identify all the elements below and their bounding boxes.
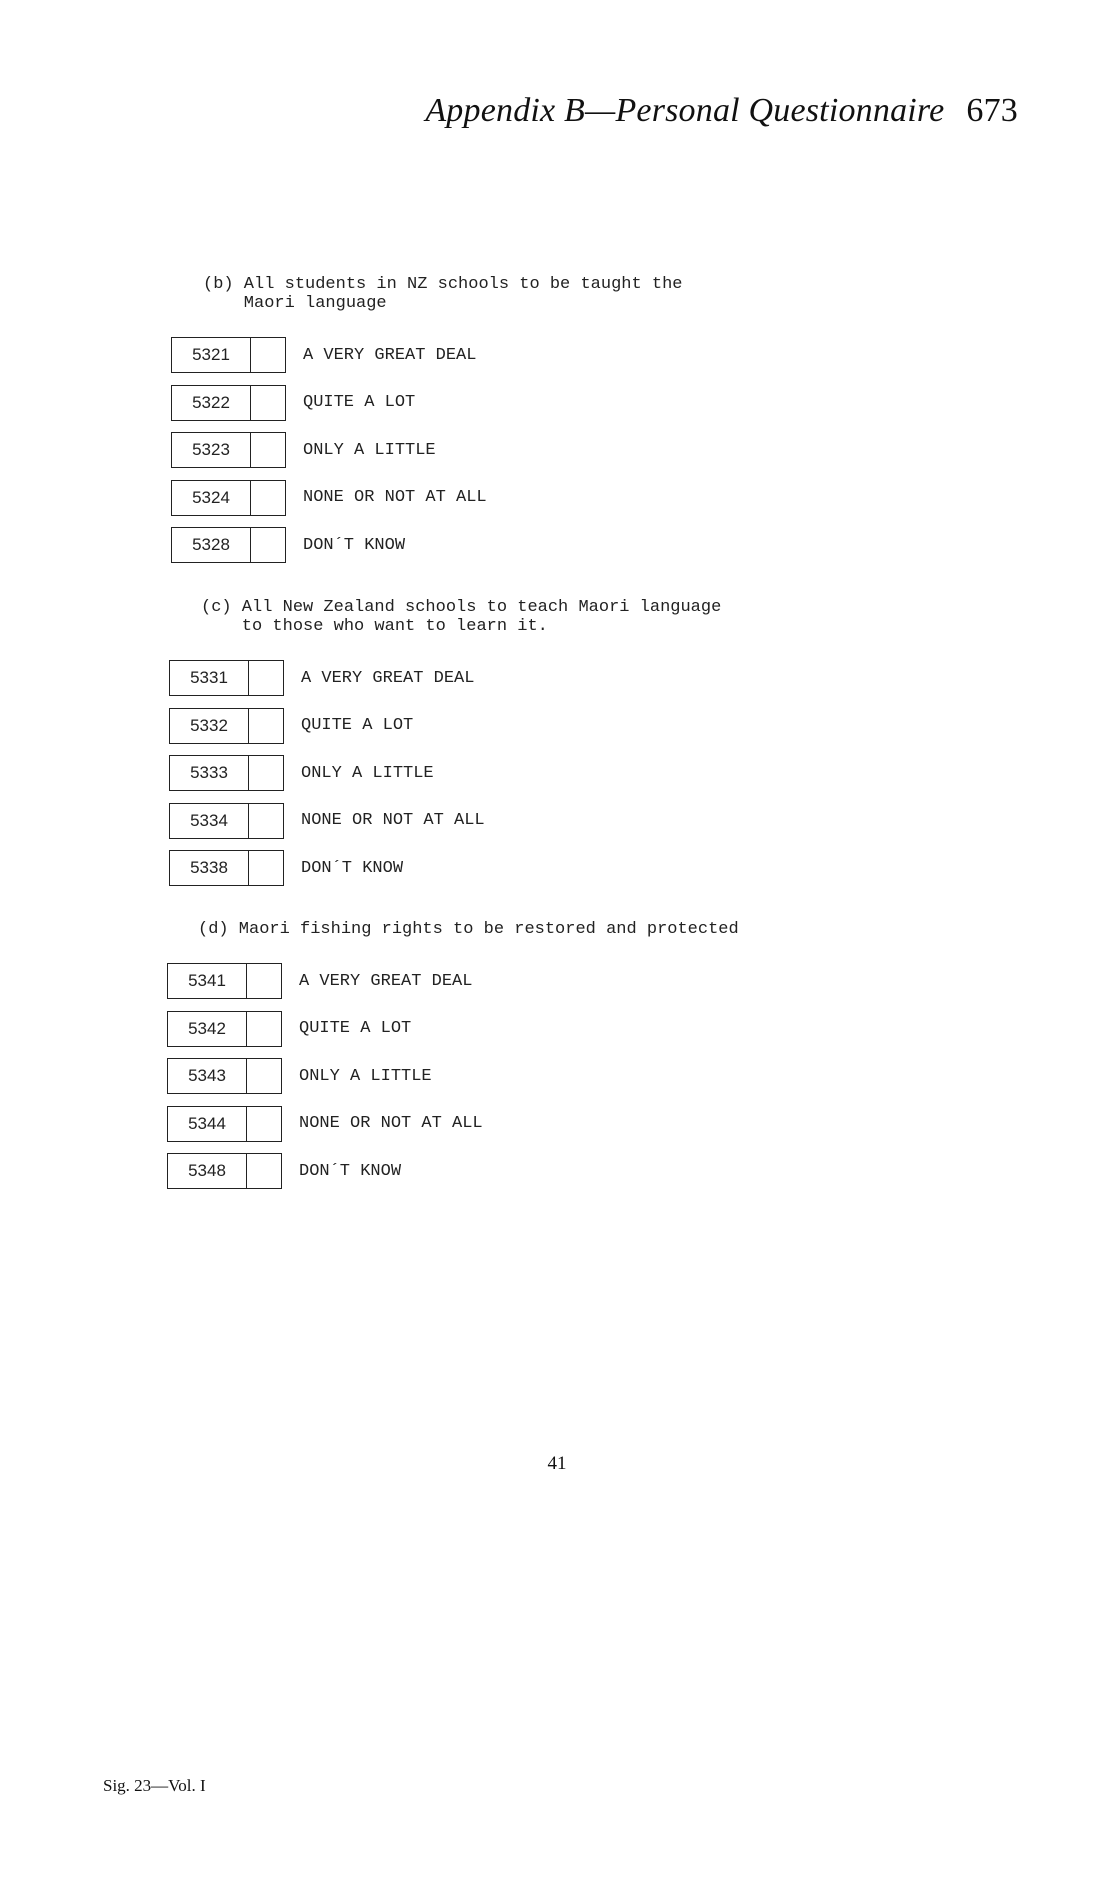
- option-row: [169, 755, 721, 791]
- answer-checkbox[interactable]: [249, 708, 284, 744]
- option-label: A VERY GREAT DEAL: [303, 345, 477, 365]
- answer-checkbox[interactable]: [247, 1153, 282, 1189]
- option-code: 5322: [171, 385, 251, 421]
- answer-checkbox[interactable]: [251, 480, 286, 516]
- question-d: [0, 920, 739, 1201]
- answer-checkbox[interactable]: [247, 1011, 282, 1047]
- option-row: [167, 1153, 739, 1189]
- folio-number: 41: [547, 1453, 567, 1474]
- option-code: 5342: [167, 1011, 247, 1047]
- option-label: QUITE A LOT: [303, 393, 416, 412]
- option-row: [169, 850, 721, 886]
- signature-mark: Sig. 23—Vol. I: [103, 1776, 206, 1795]
- option-label: ONLY A LITTLE: [303, 440, 436, 460]
- option-label: A VERY GREAT DEAL: [301, 668, 475, 688]
- option-label: DON´T KNOW: [301, 858, 404, 878]
- option-row: [171, 337, 682, 373]
- option-label: NONE OR NOT AT ALL: [303, 488, 487, 507]
- option-code: 5324: [171, 480, 251, 516]
- answer-checkbox[interactable]: [251, 432, 286, 468]
- answer-checkbox[interactable]: [249, 660, 284, 696]
- question-c: [0, 598, 721, 898]
- option-code: 5334: [169, 803, 249, 839]
- answer-checkbox[interactable]: [251, 527, 286, 563]
- option-code: 5348: [167, 1153, 247, 1189]
- option-row: [171, 527, 682, 563]
- option-code: 5331: [169, 660, 249, 696]
- option-code: 5333: [169, 755, 249, 791]
- option-label: DON´T KNOW: [303, 535, 406, 555]
- option-code: 5338: [169, 850, 249, 886]
- question-text: (c) All New Zealand schools to teach Maori language to those who want to learn it.: [201, 598, 722, 636]
- option-row: [167, 1011, 739, 1047]
- option-row: [171, 432, 682, 468]
- answer-checkbox[interactable]: [249, 755, 284, 791]
- option-label: QUITE A LOT: [301, 716, 414, 735]
- option-row: [167, 963, 739, 999]
- option-code: 5341: [167, 963, 247, 999]
- option-code: 5332: [169, 708, 249, 744]
- option-row: [169, 708, 721, 744]
- option-code: 5328: [171, 527, 251, 563]
- answer-checkbox[interactable]: [247, 1058, 282, 1094]
- header-page-number: 673: [966, 92, 1018, 129]
- answer-options: [171, 337, 682, 563]
- option-code: 5343: [167, 1058, 247, 1094]
- answer-checkbox[interactable]: [251, 337, 286, 373]
- option-code: 5321: [171, 337, 251, 373]
- question-text: (b) All students in NZ schools to be taught the Maori language: [203, 275, 683, 313]
- option-label: QUITE A LOT: [299, 1019, 412, 1038]
- option-label: ONLY A LITTLE: [301, 763, 434, 783]
- answer-checkbox[interactable]: [251, 385, 286, 421]
- answer-options: [167, 963, 739, 1189]
- option-label: A VERY GREAT DEAL: [299, 971, 473, 991]
- header-title: Appendix B—Personal Questionnaire: [425, 92, 945, 129]
- option-row: [167, 1106, 739, 1142]
- option-label: NONE OR NOT AT ALL: [301, 811, 485, 830]
- option-row: [167, 1058, 739, 1094]
- option-label: NONE OR NOT AT ALL: [299, 1114, 483, 1133]
- question-b: [0, 275, 682, 575]
- option-label: ONLY A LITTLE: [299, 1066, 432, 1086]
- question-text: (d) Maori fishing rights to be restored and protected: [198, 920, 739, 939]
- option-row: [169, 660, 721, 696]
- option-row: [171, 480, 682, 516]
- option-code: 5323: [171, 432, 251, 468]
- option-row: [169, 803, 721, 839]
- option-label: DON´T KNOW: [299, 1161, 402, 1181]
- answer-checkbox[interactable]: [249, 803, 284, 839]
- option-row: [171, 385, 682, 421]
- answer-checkbox[interactable]: [249, 850, 284, 886]
- answer-options: [169, 660, 721, 886]
- answer-checkbox[interactable]: [247, 963, 282, 999]
- option-code: 5344: [167, 1106, 247, 1142]
- page-header: [425, 92, 1018, 130]
- answer-checkbox[interactable]: [247, 1106, 282, 1142]
